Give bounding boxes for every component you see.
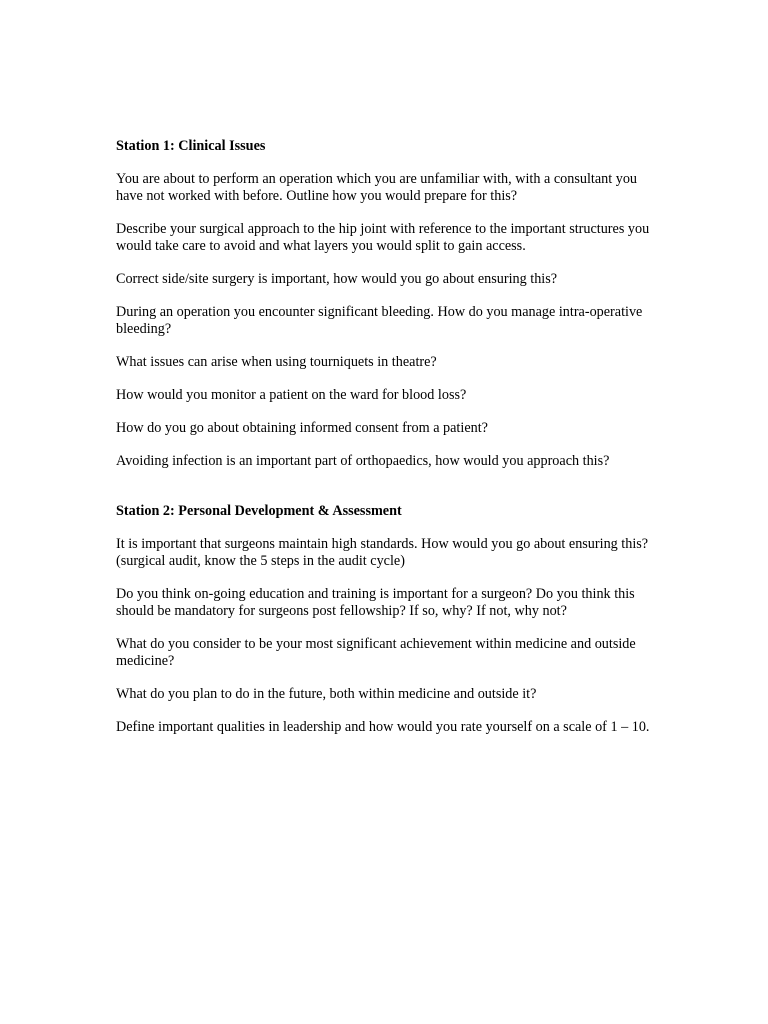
question-paragraph: Define important qualities in leadership and how would you rate yourself on a scale of 1 – 10. [116, 719, 650, 735]
question-paragraph: What do you plan to do in the future, both within medicine and outside it? [116, 686, 537, 702]
question-paragraph: Do you think on-going education and training is important for a surgeon? Do you think this should be mandatory for surgeons post fellowship? If so, why? If not, why not? [116, 586, 635, 619]
section-heading: Station 2: Personal Development & Assessment [116, 503, 402, 519]
section-heading: Station 1: Clinical Issues [116, 138, 266, 154]
section-station-1 [116, 138, 656, 470]
question-paragraph: During an operation you encounter significant bleeding. How do you manage intra-operative bleeding? [116, 304, 643, 337]
question-paragraph: Avoiding infection is an important part of orthopaedics, how would you approach this? [116, 453, 610, 469]
question-paragraph: Correct side/site surgery is important, how would you go about ensuring this? [116, 271, 558, 287]
question-paragraph: Describe your surgical approach to the hip joint with reference to the important structures you would take care to avoid and what layers you would split to gain access. [116, 221, 650, 254]
section-spacer [116, 486, 656, 503]
question-paragraph: How do you go about obtaining informed consent from a patient? [116, 420, 488, 436]
question-paragraph: You are about to perform an operation which you are unfamiliar with, with a consultant you have not worked with before. Outline how you would prepare for this? [116, 171, 638, 204]
section-station-2 [116, 503, 656, 736]
document-body [116, 138, 656, 752]
question-paragraph: It is important that surgeons maintain high standards. How would you go about ensuring this? (surgical audit, know the 5 steps in the audit cycle) [116, 536, 649, 569]
question-paragraph: How would you monitor a patient on the ward for blood loss? [116, 387, 467, 403]
question-paragraph: What do you consider to be your most significant achievement within medicine and outside medicine? [116, 636, 636, 669]
question-paragraph: What issues can arise when using tourniquets in theatre? [116, 354, 437, 370]
